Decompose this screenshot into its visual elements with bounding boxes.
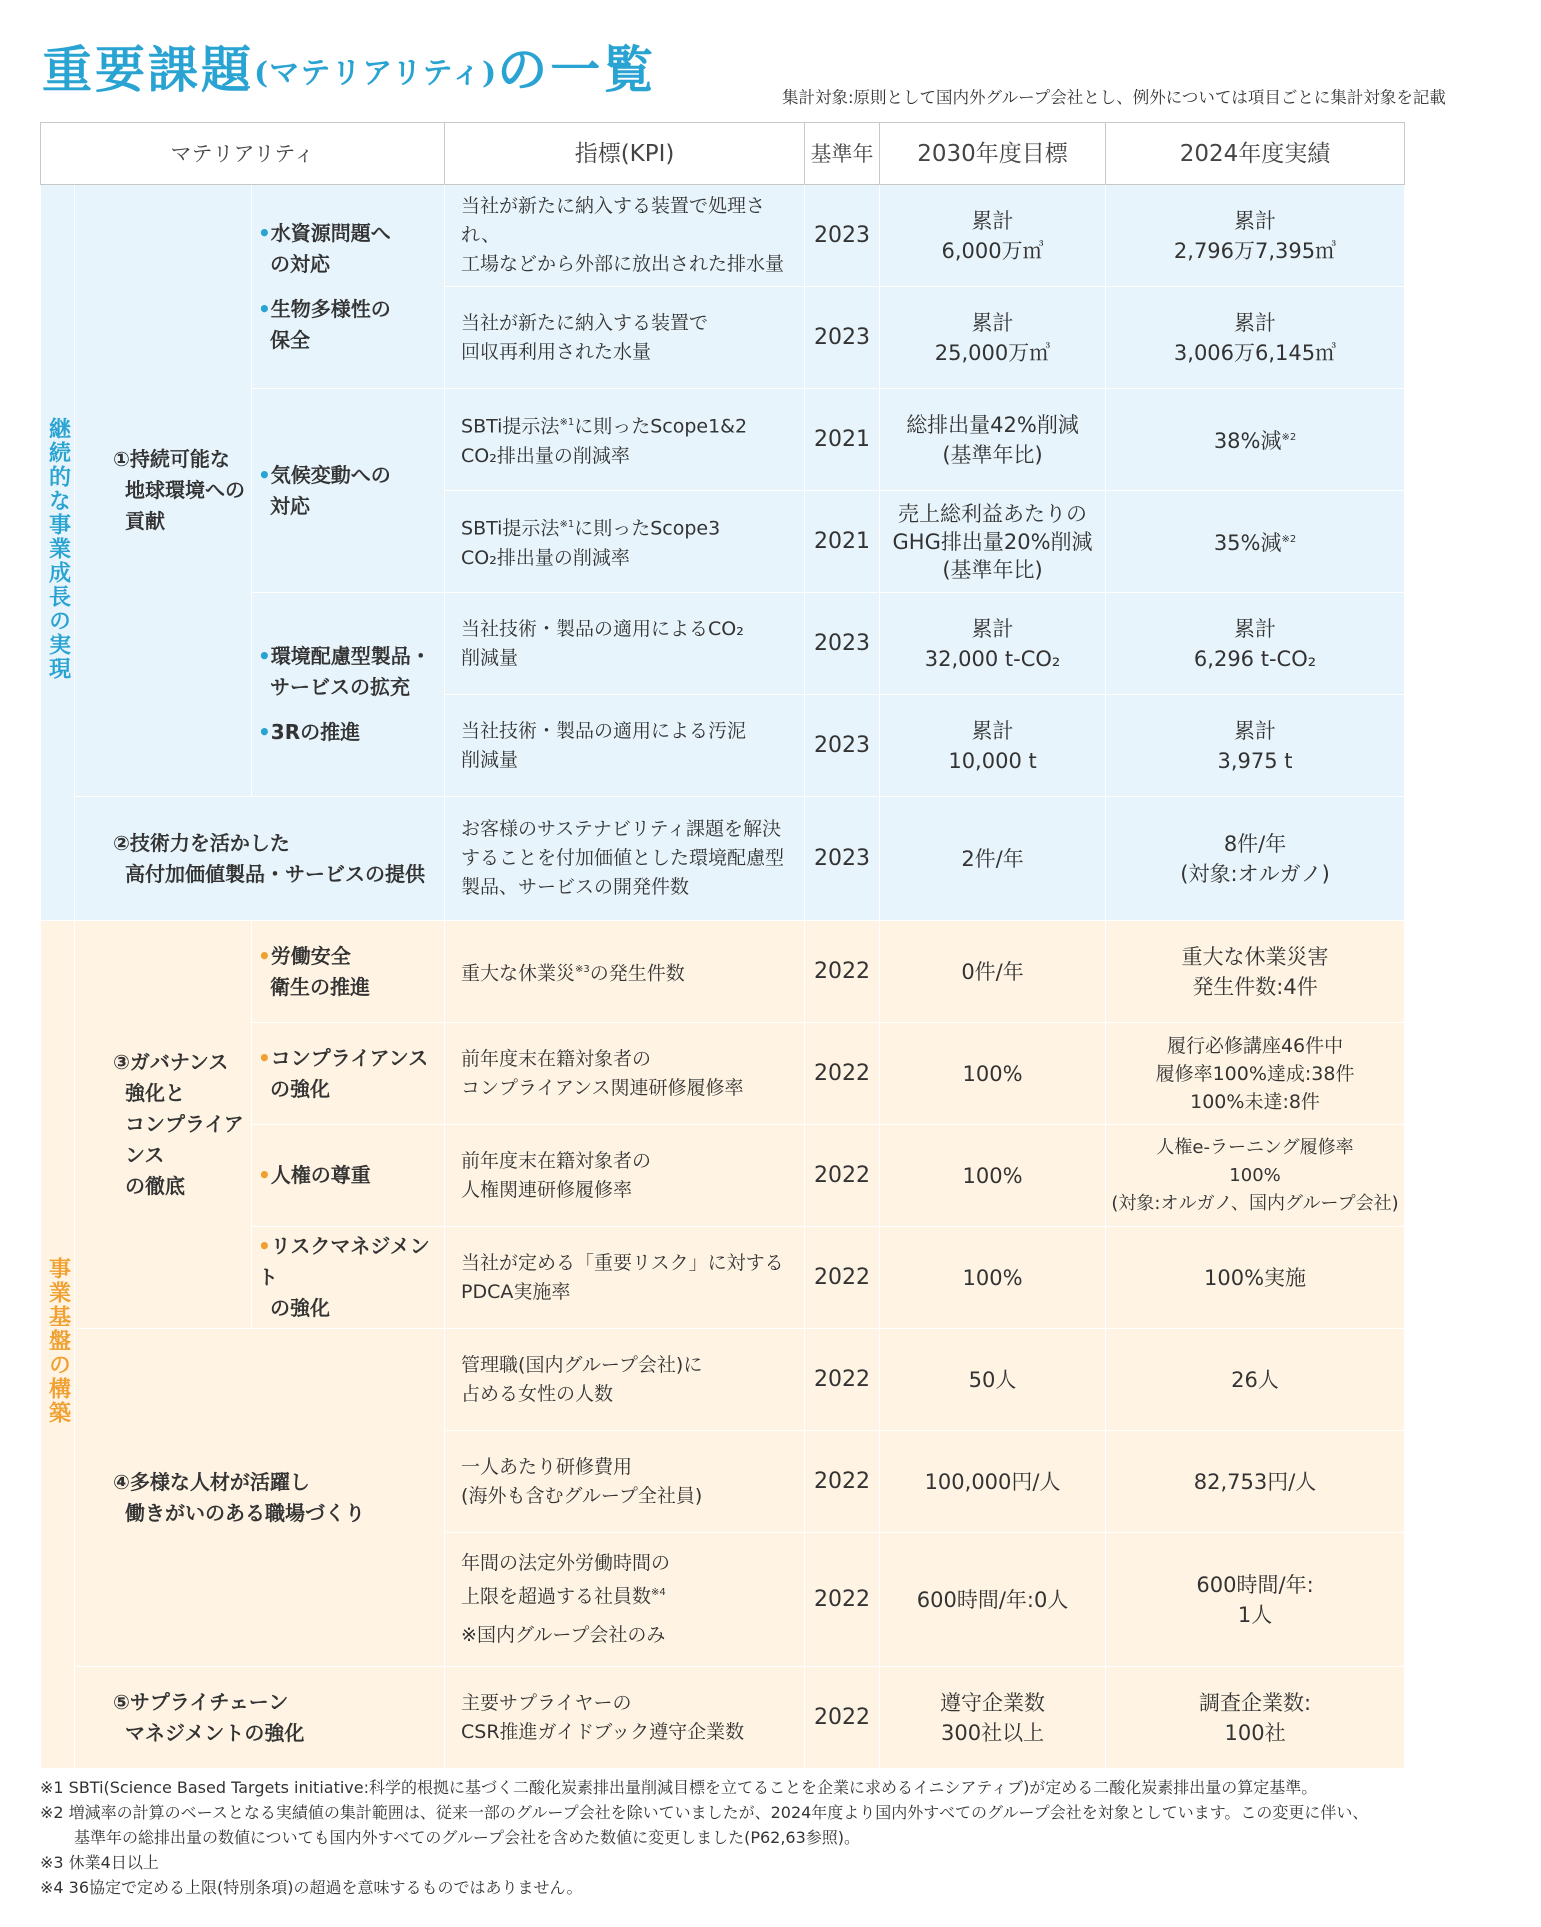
- kpi-cell: 重大な休業災$^{※3}$の発生件数: [445, 921, 805, 1023]
- target-cell: 100%: [880, 1227, 1106, 1329]
- materiality-1: ①持続可能な 地球環境への 貢献: [75, 185, 252, 797]
- target-cell: 総排出量42%削減 (基準年比): [880, 389, 1106, 491]
- actual-cell: 累計 2,796万7,395㎥: [1106, 185, 1405, 287]
- kpi-cell: 当社技術・製品の適用による汚泥 削減量: [445, 695, 805, 797]
- actual-cell: 調査企業数: 100社: [1106, 1667, 1405, 1769]
- page-title: 重要課題(マテリアリティ)の一覧: [42, 40, 657, 99]
- table-row: [41, 921, 1405, 1023]
- target-cell: 100%: [880, 1023, 1106, 1125]
- base-year-cell: 2022: [805, 1533, 880, 1667]
- actual-cell: 累計 6,296 t-CO₂: [1106, 593, 1405, 695]
- footnote-4: ※4 36協定で定める上限(特別条項)の超過を意味するものではありません。: [40, 1878, 583, 1897]
- materiality-4: ④多様な人材が活躍し 働きがいのある職場づくり: [75, 1329, 445, 1667]
- target-cell: 遵守企業数 300社以上: [880, 1667, 1106, 1769]
- kpi-cell: お客様のサステナビリティ課題を解決 することを付加価値とした環境配慮型 製品、サービスの開発件数: [445, 797, 805, 921]
- base-year-cell: 2023: [805, 797, 880, 921]
- actual-cell: 35%減$^{※2}$: [1106, 491, 1405, 593]
- footnotes: [40, 1775, 1500, 1900]
- actual-cell: 人権e-ラーニング履修率 100% (対象:オルガノ、国内グループ会社): [1106, 1125, 1405, 1227]
- header-kpi: 指標(KPI): [445, 123, 805, 185]
- table-row: [41, 797, 1405, 921]
- sub-materiality-risk: •リスクマネジメント の強化: [252, 1227, 445, 1329]
- base-year-cell: 2022: [805, 921, 880, 1023]
- base-year-cell: 2023: [805, 287, 880, 389]
- sub-materiality-human-rights: •人権の尊重: [252, 1125, 445, 1227]
- actual-cell: 8件/年 (対象:オルガノ): [1106, 797, 1405, 921]
- header-row: [41, 123, 1405, 185]
- materiality-2: ②技術力を活かした 高付加価値製品・サービスの提供: [75, 797, 445, 921]
- header-materiality: マテリアリティ: [41, 123, 445, 185]
- actual-cell: 100%実施: [1106, 1227, 1405, 1329]
- actual-cell: 重大な休業災害 発生件数:4件: [1106, 921, 1405, 1023]
- sub-materiality-eco-products: •環境配慮型製品・ サービスの拡充 •3Rの推進: [252, 593, 445, 797]
- kpi-cell: 当社が定める「重要リスク」に対する PDCA実施率: [445, 1227, 805, 1329]
- table-row: [41, 185, 1405, 287]
- actual-cell: 38%減$^{※2}$: [1106, 389, 1405, 491]
- kpi-cell: 当社が新たに納入する装置で 回収再利用された水量: [445, 287, 805, 389]
- base-year-cell: 2021: [805, 389, 880, 491]
- sub-materiality-safety: •労働安全 衛生の推進: [252, 921, 445, 1023]
- kpi-cell: 一人あたり研修費用 (海外も含むグループ全社員): [445, 1431, 805, 1533]
- category-orange: 事業基盤の構築: [41, 921, 75, 1769]
- base-year-cell: 2022: [805, 1227, 880, 1329]
- target-cell: 2件/年: [880, 797, 1106, 921]
- base-year-cell: 2022: [805, 1667, 880, 1769]
- sub-materiality-compliance: •コンプライアンス の強化: [252, 1023, 445, 1125]
- base-year-cell: 2022: [805, 1329, 880, 1431]
- kpi-cell: 当社技術・製品の適用によるCO₂ 削減量: [445, 593, 805, 695]
- base-year-cell: 2023: [805, 185, 880, 287]
- scope-note: 集計対象:原則として国内外グループ会社とし、例外については項目ごとに集計対象を記載: [782, 88, 1446, 107]
- base-year-cell: 2023: [805, 593, 880, 695]
- target-cell: 累計 32,000 t-CO₂: [880, 593, 1106, 695]
- base-year-cell: 2021: [805, 491, 880, 593]
- materiality-table: [40, 122, 1405, 1769]
- kpi-cell: SBTi提示法$^{※1}$に則ったScope3 CO₂排出量の削減率: [445, 491, 805, 593]
- footnote-2-cont: 基準年の総排出量の数値についても国内外すべてのグループ会社を含めた数値に変更しました(P62,63参照)。: [74, 1828, 861, 1847]
- target-cell: 100%: [880, 1125, 1106, 1227]
- kpi-cell: 前年度末在籍対象者の コンプライアンス関連研修履修率: [445, 1023, 805, 1125]
- target-cell: 売上総利益あたりの GHG排出量20%削減 (基準年比): [880, 491, 1106, 593]
- materiality-5: ⑤サプライチェーン マネジメントの強化: [75, 1667, 445, 1769]
- footnote-3: ※3 休業4日以上: [40, 1853, 159, 1872]
- actual-cell: 累計 3,975 t: [1106, 695, 1405, 797]
- kpi-cell: 主要サプライヤーの CSR推進ガイドブック遵守企業数: [445, 1667, 805, 1769]
- actual-cell: 26人: [1106, 1329, 1405, 1431]
- actual-cell: 累計 3,006万6,145㎥: [1106, 287, 1405, 389]
- target-cell: 600時間/年:0人: [880, 1533, 1106, 1667]
- header-actual: 2024年度実績: [1106, 123, 1405, 185]
- footnote-1: ※1 SBTi(Science Based Targets initiative:科学的根拠に基づく二酸化炭素排出量削減目標を立てることを企業に求めるイニシアティブ)が定める二酸化炭素排出量の算定基準。: [40, 1778, 1318, 1797]
- target-cell: 100,000円/人: [880, 1431, 1106, 1533]
- sub-materiality-climate: •気候変動への 対応: [252, 389, 445, 593]
- category-blue: 継続的な事業成長の実現: [41, 185, 75, 921]
- target-cell: 累計 10,000 t: [880, 695, 1106, 797]
- target-cell: 50人: [880, 1329, 1106, 1431]
- target-cell: 0件/年: [880, 921, 1106, 1023]
- kpi-cell: 前年度末在籍対象者の 人権関連研修履修率: [445, 1125, 805, 1227]
- header-base-year: 基準年: [805, 123, 880, 185]
- target-cell: 累計 25,000万㎥: [880, 287, 1106, 389]
- base-year-cell: 2023: [805, 695, 880, 797]
- base-year-cell: 2022: [805, 1023, 880, 1125]
- kpi-cell: 管理職(国内グループ会社)に 占める女性の人数: [445, 1329, 805, 1431]
- actual-cell: 82,753円/人: [1106, 1431, 1405, 1533]
- actual-cell: 600時間/年: 1人: [1106, 1533, 1405, 1667]
- base-year-cell: 2022: [805, 1431, 880, 1533]
- kpi-cell: 当社が新たに納入する装置で処理され、 工場などから外部に放出された排水量: [445, 185, 805, 287]
- kpi-cell: SBTi提示法$^{※1}$に則ったScope1&2 CO₂排出量の削減率: [445, 389, 805, 491]
- table-row: [41, 1667, 1405, 1769]
- table-row: [41, 1329, 1405, 1431]
- base-year-cell: 2022: [805, 1125, 880, 1227]
- footnote-2: ※2 増減率の計算のベースとなる実績値の集計範囲は、従来一部のグループ会社を除いていましたが、2024年度より国内外すべてのグループ会社を対象としています。この変更に伴い、: [40, 1803, 1369, 1822]
- materiality-3: ③ガバナンス 強化と コンプライアンス の徹底: [75, 921, 252, 1329]
- sub-materiality-water: •水資源問題へ の対応 •生物多様性の 保全: [252, 185, 445, 389]
- header-target: 2030年度目標: [880, 123, 1106, 185]
- target-cell: 累計 6,000万㎥: [880, 185, 1106, 287]
- kpi-cell: 年間の法定外労働時間の 上限を超過する社員数$^{※4}$ ※国内グループ会社のみ: [445, 1533, 805, 1667]
- actual-cell: 履行必修講座46件中 履修率100%達成:38件 100%未達:8件: [1106, 1023, 1405, 1125]
